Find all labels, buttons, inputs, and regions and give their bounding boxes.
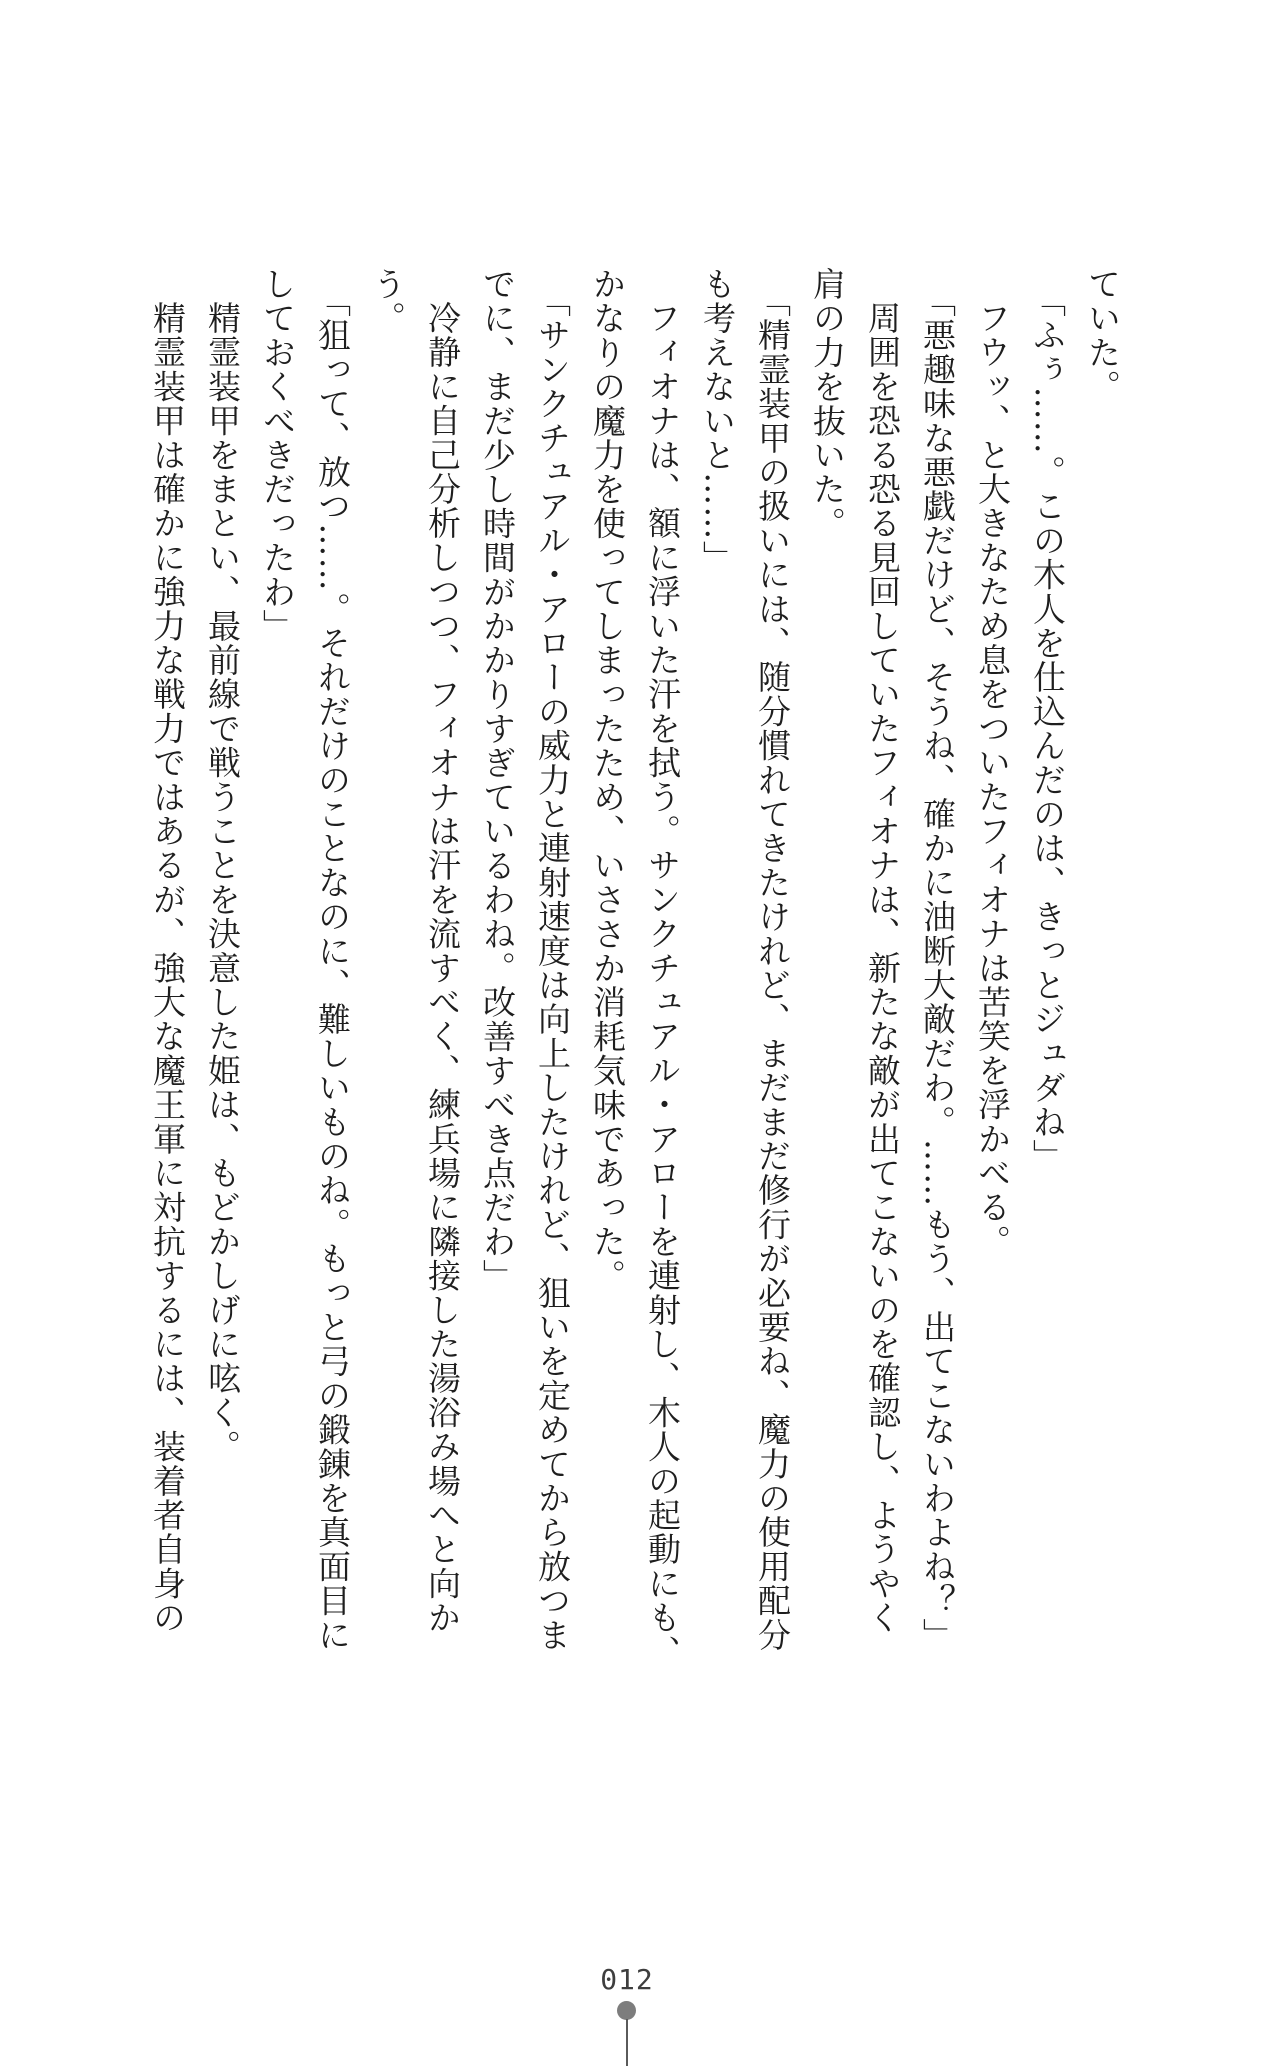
footer-dot-ornament bbox=[617, 2001, 636, 2020]
text-line: も考えないと……」 bbox=[698, 267, 737, 575]
text-line: かなりの魔力を使ってしまったため、いささか消耗気味であった。 bbox=[588, 267, 627, 1293]
text-line: 「精霊装甲の扱いには、随分慣れてきたけれど、まだまだ修行が必要ね、魔力の使用配分 bbox=[753, 284, 792, 1653]
text-line: 周囲を恐る恐る見回していたフィオナは、新たな敵が出てこないのを確認し、ようやく bbox=[863, 301, 902, 1635]
text-line: 精霊装甲は確かに強力な戦力ではあるが、強大な魔王軍に対抗するには、装着者自身の bbox=[148, 301, 187, 1635]
text-line: 「ふぅ……。この木人を仕込んだのは、きっとジュダね」 bbox=[1028, 284, 1067, 1174]
text-line: 冷静に自己分析しつつ、フィオナは汗を流すべく、練兵場に隣接した湯浴み場へと向か bbox=[423, 301, 462, 1635]
text-line: フィオナは、額に浮いた汗を拭う。サンクチュアル・アローを連射し、木人の起動にも、 bbox=[643, 301, 682, 1670]
text-line: フウッ、と大きなため息をついたフィオナは苦笑を浮かべる。 bbox=[973, 301, 1012, 1259]
text-line: 肩の力を抜いた。 bbox=[808, 267, 847, 541]
text-line: ていた。 bbox=[1083, 267, 1122, 404]
vertical-text-block bbox=[140, 267, 1130, 1670]
text-line: 「悪趣味な悪戯だけど、そうね、確かに油断大敵だわ。……もう、出てこないわよね？」 bbox=[918, 284, 957, 1653]
page-number: 012 bbox=[600, 1963, 654, 1996]
text-line: でに、まだ少し時間がかかりすぎているわね。改善すべき点だわ」 bbox=[478, 267, 517, 1293]
text-line: 「サンクチュアル・アローの威力と連射速度は向上したけれど、狙いを定めてから放つま bbox=[533, 284, 572, 1653]
text-line: う。 bbox=[368, 267, 407, 336]
text-line: 「狙って、放つ……。それだけのことなのに、難しいものね。もっと弓の鍛錬を真面目に bbox=[313, 284, 352, 1653]
text-line: しておくべきだったわ」 bbox=[258, 267, 297, 644]
footer-rule-line bbox=[626, 2019, 628, 2066]
text-line: 精霊装甲をまとい、最前線で戦うことを決意した姫は、もどかしげに呟く。 bbox=[203, 301, 242, 1464]
